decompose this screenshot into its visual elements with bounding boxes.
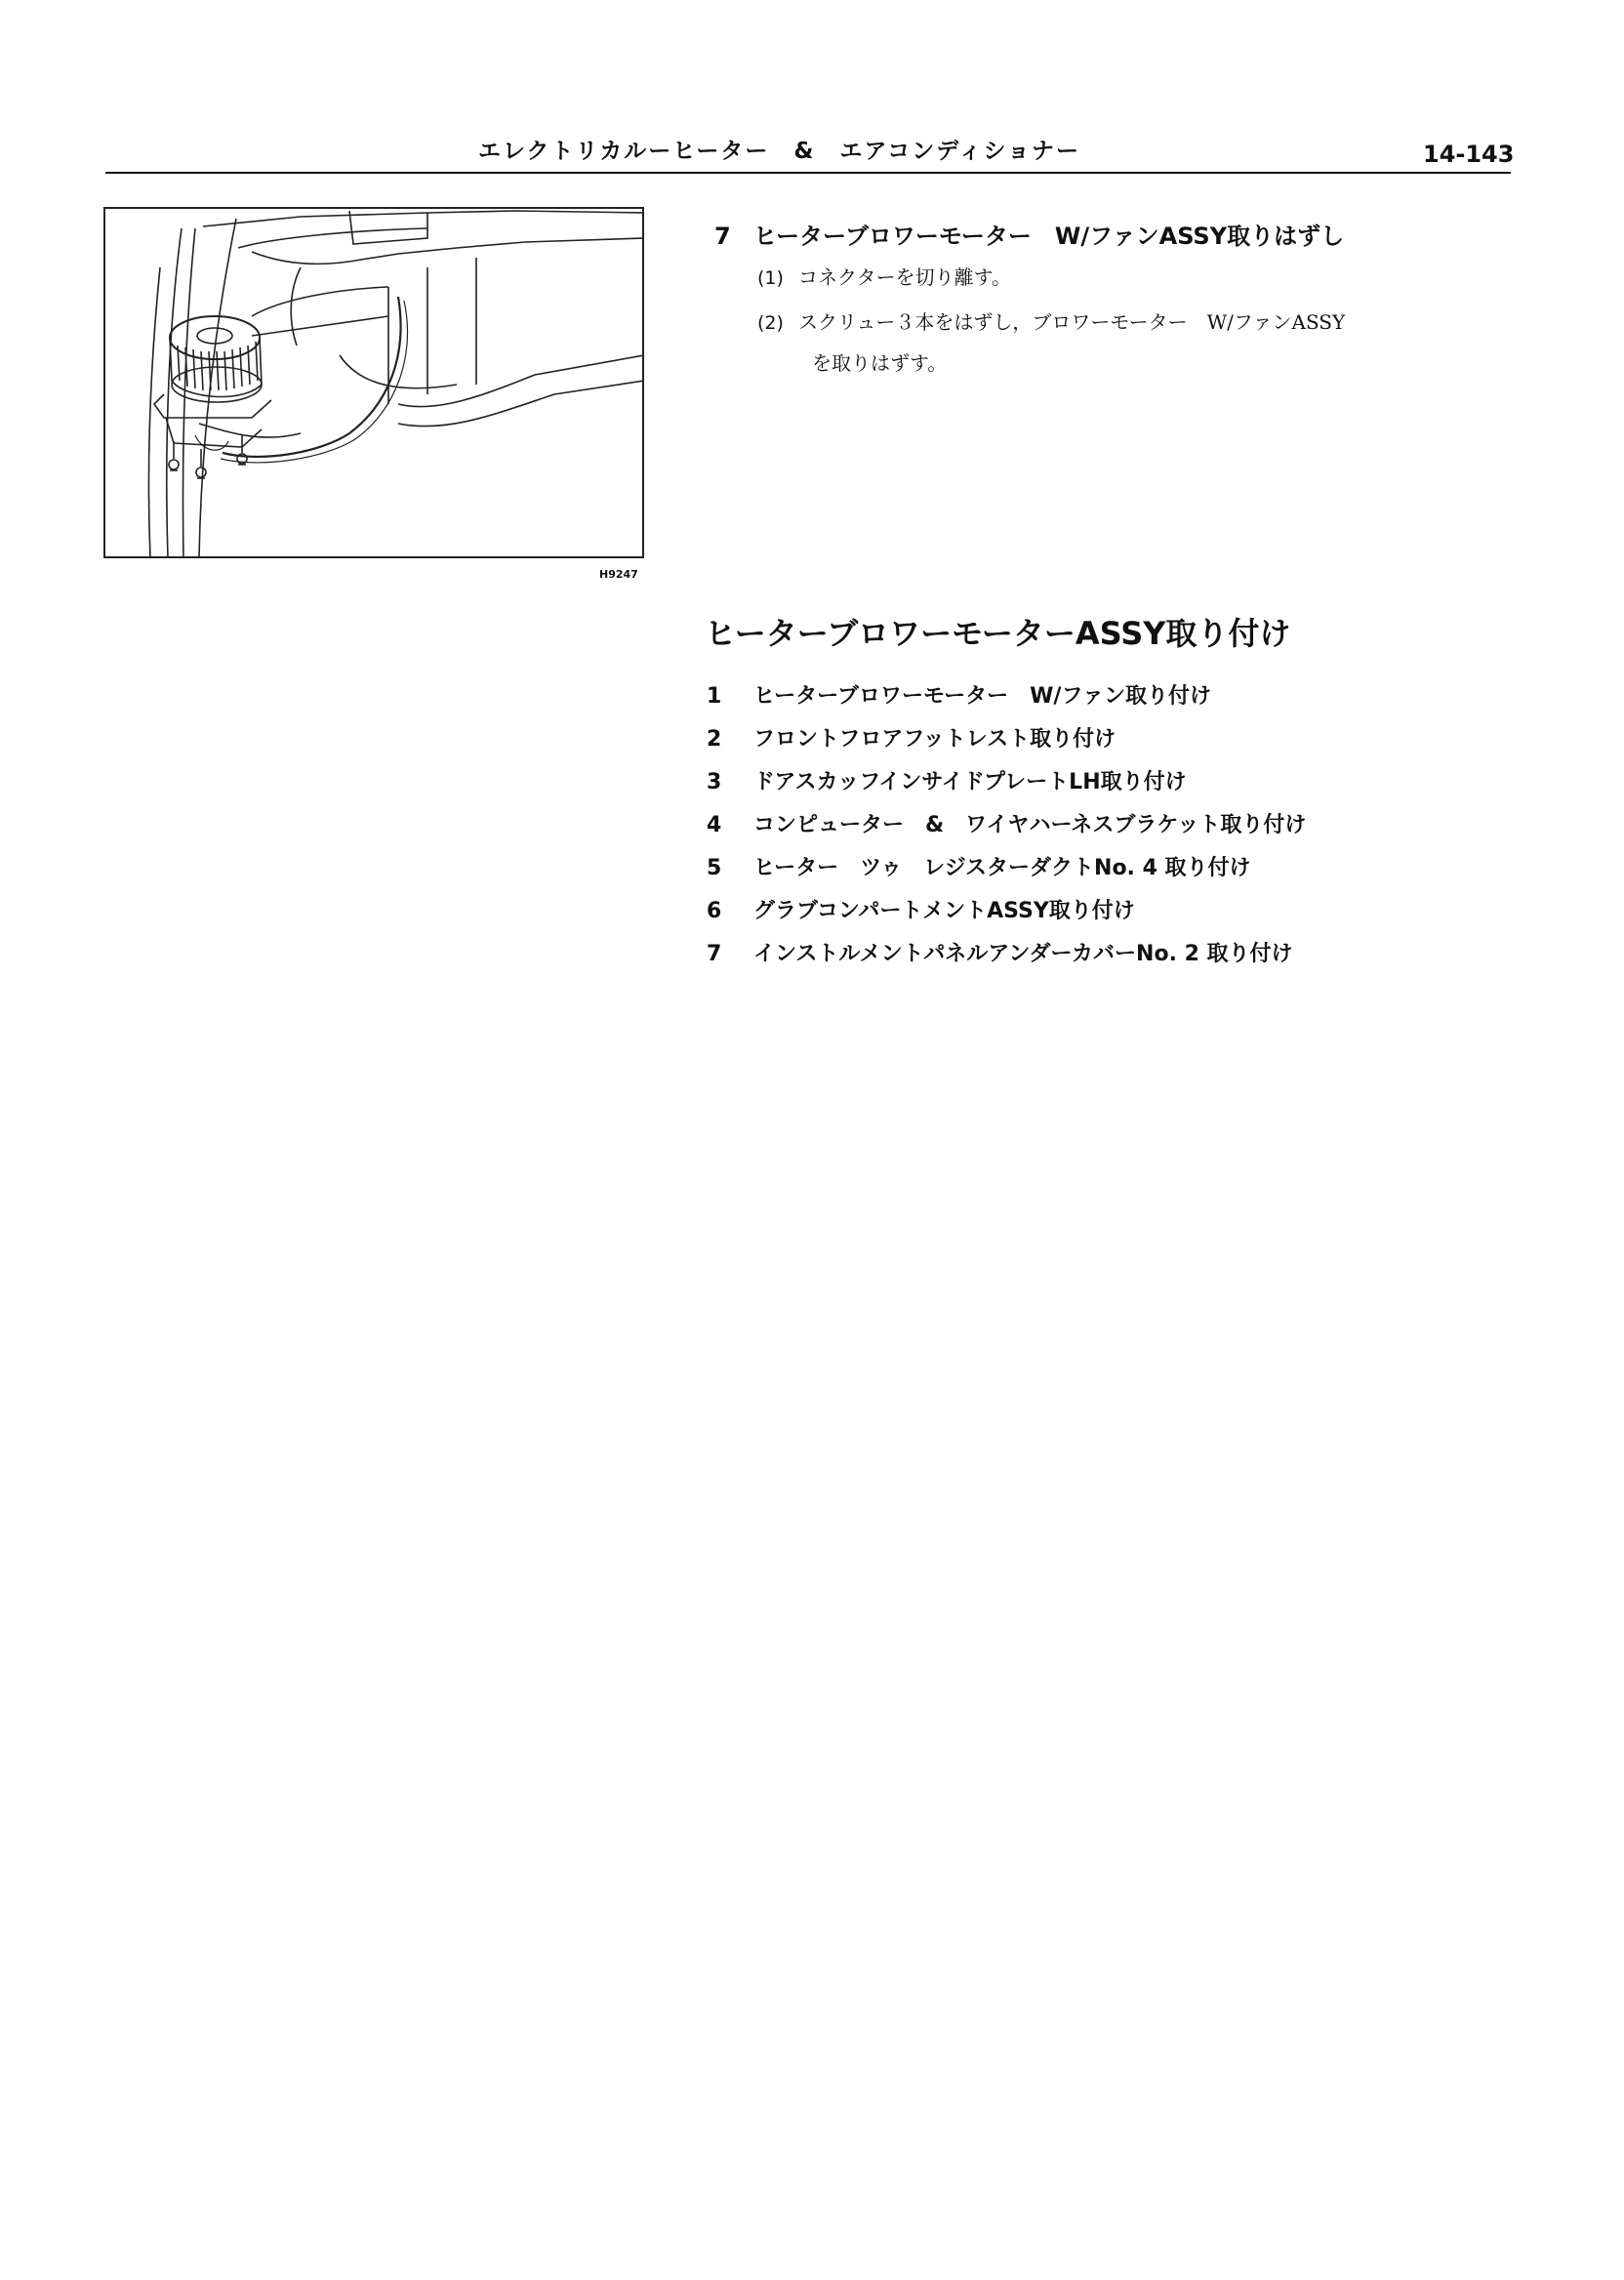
item-number: 5	[707, 856, 722, 880]
step-number: 7	[714, 223, 731, 250]
substep-number: (2)	[757, 312, 784, 334]
item-text: インストルメントパネルアンダーカバーNo. 2 取り付け	[753, 942, 1293, 966]
item-number: 6	[707, 899, 722, 923]
removal-step-heading	[714, 217, 1344, 251]
header-title: エレクトリカルーヒーター & エアコンディショナー	[478, 139, 1080, 164]
item-number: 2	[707, 727, 722, 752]
item-text: ドアスカッフインサイドプレートLH取り付け	[753, 770, 1187, 794]
substep-text: コネクターを切り離す。	[798, 265, 1011, 289]
item-number: 1	[707, 684, 722, 709]
substep-text: スクリュー３本をはずし，ブロワーモーター W/ファンASSY	[798, 310, 1346, 334]
list-item	[707, 765, 1306, 808]
step-title: ヒーターブロワーモーター W/ファンASSY取りはずし	[753, 223, 1345, 250]
item-text: コンピューター & ワイヤハーネスブラケット取り付け	[753, 813, 1307, 837]
page-number: 14-143	[1423, 141, 1515, 168]
list-item	[707, 894, 1306, 937]
list-item	[707, 679, 1306, 722]
installation-list	[707, 679, 1306, 980]
list-item	[707, 722, 1306, 765]
item-text: ヒーター ツゥ レジスターダクトNo. 4 取り付け	[753, 856, 1251, 880]
item-number: 3	[707, 770, 722, 794]
substep-1	[757, 262, 1011, 290]
item-text: グラブコンパートメントASSY取り付け	[753, 899, 1135, 923]
substep-2	[757, 306, 1345, 335]
blower-motor-illustration	[103, 207, 644, 558]
list-item	[707, 937, 1306, 980]
list-item	[707, 808, 1306, 851]
item-text: フロントフロアフットレスト取り付け	[753, 727, 1116, 752]
header-rule	[105, 172, 1511, 174]
installation-heading: ヒーターブロワーモーターASSY取り付け	[705, 615, 1291, 652]
item-text: ヒーターブロワーモーター W/ファン取り付け	[753, 684, 1212, 709]
figure-id-label: H9247	[599, 568, 638, 581]
list-item	[707, 851, 1306, 894]
substep-2-continuation: を取りはずす。	[812, 351, 948, 375]
item-number: 7	[707, 942, 722, 966]
item-number: 4	[707, 813, 722, 837]
substep-number: (1)	[757, 267, 784, 289]
